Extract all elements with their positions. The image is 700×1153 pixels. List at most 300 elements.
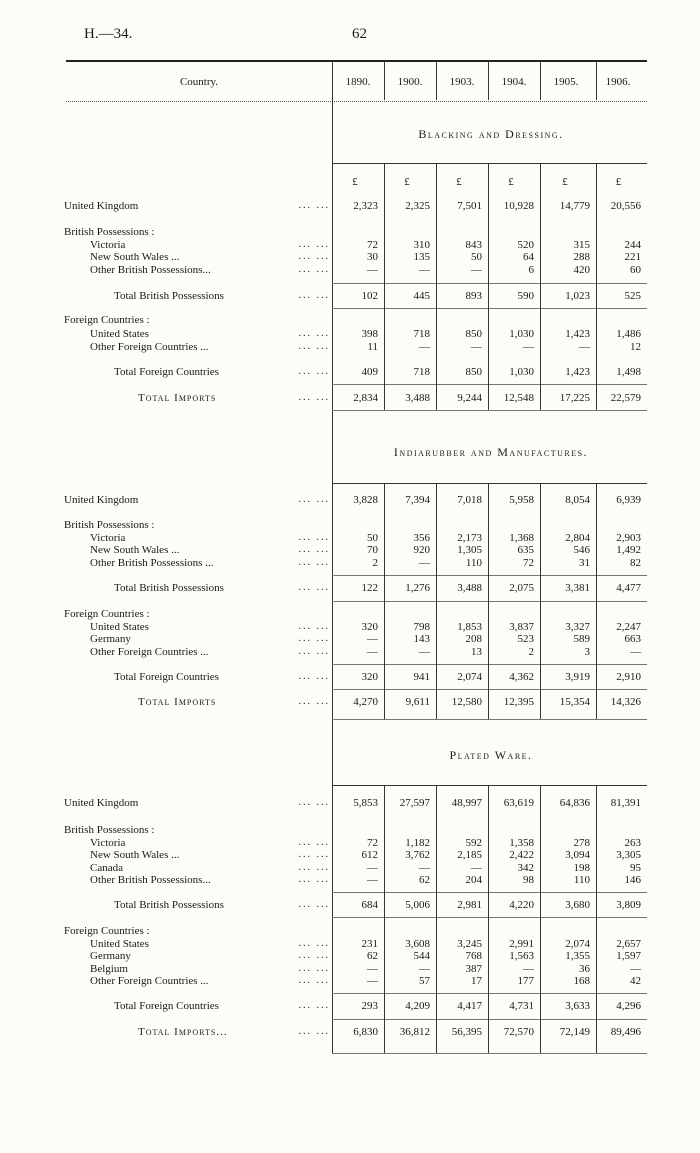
- table-row: [0, 494, 700, 509]
- cell-value: 263: [624, 837, 641, 849]
- cell-value: 3,837: [509, 621, 534, 633]
- row-label: United States: [90, 621, 149, 633]
- row-label: Total Imports: [138, 696, 217, 708]
- cell-value: 278: [573, 837, 590, 849]
- row-label: Total Imports: [138, 392, 217, 404]
- cell-value: 684: [361, 899, 378, 911]
- cell-value: —: [471, 264, 482, 276]
- page-reference: H.—34.: [84, 26, 133, 42]
- cell-value: 4,477: [616, 582, 641, 594]
- cell-value: 544: [413, 950, 430, 962]
- row-label: Total British Possessions: [114, 582, 224, 594]
- cell-value: 177: [517, 975, 534, 987]
- cell-value: 3,680: [565, 899, 590, 911]
- cell-value: 1,355: [565, 950, 590, 962]
- cell-value: 143: [413, 633, 430, 645]
- currency-symbol: £: [562, 176, 568, 188]
- cell-value: 56,395: [451, 1026, 482, 1038]
- table-rule: [332, 1019, 647, 1020]
- cell-value: 12,580: [451, 696, 482, 708]
- cell-value: 231: [361, 938, 378, 950]
- page-number: 62: [352, 26, 367, 42]
- cell-value: 7,018: [457, 494, 482, 506]
- cell-value: 8,054: [565, 494, 590, 506]
- year-header: 1905.: [553, 76, 579, 88]
- cell-value: 48,997: [451, 797, 482, 809]
- currency-row: [0, 176, 700, 191]
- cell-value: 72: [367, 239, 378, 251]
- cell-value: 14,326: [610, 696, 641, 708]
- cell-value: 420: [573, 264, 590, 276]
- row-label: Other British Possessions...: [90, 874, 211, 886]
- row-label: Victoria: [90, 837, 126, 849]
- cell-value: 244: [624, 239, 641, 251]
- cell-value: 2,325: [405, 200, 430, 212]
- table-rule: [332, 689, 647, 690]
- cell-value: 198: [573, 862, 590, 874]
- table-rule: [332, 917, 647, 918]
- cell-value: 6: [528, 264, 534, 276]
- cell-value: 89,496: [610, 1026, 641, 1038]
- row-label: Total Imports...: [138, 1026, 228, 1038]
- leader-dots: ... ...: [298, 582, 330, 593]
- cell-value: 7,394: [405, 494, 430, 506]
- cell-value: 110: [573, 874, 590, 886]
- cell-value: 3,381: [565, 582, 590, 594]
- cell-value: —: [419, 341, 430, 353]
- cell-value: 22,579: [610, 392, 641, 404]
- cell-value: 72,149: [559, 1026, 590, 1038]
- table-row: [0, 290, 700, 305]
- leader-dots: ... ...: [298, 938, 330, 949]
- row-label: Other Foreign Countries ...: [90, 341, 209, 353]
- leader-dots: ... ...: [298, 328, 330, 339]
- column-divider: [384, 62, 385, 100]
- cell-value: 102: [361, 290, 378, 302]
- cell-value: 72,570: [503, 1026, 534, 1038]
- cell-value: 9,244: [457, 392, 482, 404]
- row-label: Foreign Countries :: [64, 608, 150, 620]
- cell-value: 14,779: [559, 200, 590, 212]
- table-row: [0, 366, 700, 381]
- cell-value: —: [367, 862, 378, 874]
- cell-value: 1,597: [616, 950, 641, 962]
- leader-dots: ... ...: [298, 392, 330, 403]
- cell-value: 204: [465, 874, 482, 886]
- cell-value: 523: [517, 633, 534, 645]
- leader-dots: ... ...: [298, 975, 330, 986]
- row-label: Total British Possessions: [114, 899, 224, 911]
- leader-dots: ... ...: [298, 341, 330, 352]
- cell-value: 2,074: [565, 938, 590, 950]
- cell-value: 387: [465, 963, 482, 975]
- cell-value: 72: [523, 557, 534, 569]
- leader-dots: ... ...: [298, 532, 330, 543]
- cell-value: 2,185: [457, 849, 482, 861]
- table-row: [0, 314, 700, 329]
- cell-value: 2,074: [457, 671, 482, 683]
- cell-value: —: [419, 963, 430, 975]
- cell-value: 356: [413, 532, 430, 544]
- cell-value: 64,836: [559, 797, 590, 809]
- cell-value: 1,276: [405, 582, 430, 594]
- leader-dots: ... ...: [298, 290, 330, 301]
- cell-value: 2,834: [353, 392, 378, 404]
- table-rule: [332, 283, 647, 284]
- cell-value: 409: [361, 366, 378, 378]
- row-label: Victoria: [90, 239, 126, 251]
- row-label: Total British Possessions: [114, 290, 224, 302]
- cell-value: 1,423: [565, 366, 590, 378]
- cell-value: 2,323: [353, 200, 378, 212]
- cell-value: 718: [413, 328, 430, 340]
- cell-value: 12: [630, 341, 641, 353]
- leader-dots: ... ...: [298, 646, 330, 657]
- cell-value: 520: [517, 239, 534, 251]
- cell-value: 3,488: [457, 582, 482, 594]
- table-row: [0, 582, 700, 597]
- cell-value: —: [419, 646, 430, 658]
- row-label: United Kingdom: [64, 797, 139, 809]
- leader-dots: ... ...: [298, 200, 330, 211]
- cell-value: 3,327: [565, 621, 590, 633]
- cell-value: 893: [465, 290, 482, 302]
- table-rule: [332, 308, 647, 309]
- table-rule: [332, 575, 647, 576]
- cell-value: 663: [624, 633, 641, 645]
- column-header: [66, 64, 647, 100]
- cell-value: 310: [413, 239, 430, 251]
- row-label: Foreign Countries :: [64, 925, 150, 937]
- cell-value: 2,422: [509, 849, 534, 861]
- cell-value: 850: [465, 366, 482, 378]
- cell-value: 10,928: [503, 200, 534, 212]
- cell-value: 135: [413, 251, 430, 263]
- leader-dots: ... ...: [298, 366, 330, 377]
- cell-value: 1,853: [457, 621, 482, 633]
- table-rule: [332, 1053, 647, 1054]
- cell-value: 342: [517, 862, 534, 874]
- cell-value: 445: [413, 290, 430, 302]
- cell-value: 2,910: [616, 671, 641, 683]
- cell-value: 12,395: [503, 696, 534, 708]
- cell-value: 6,830: [353, 1026, 378, 1038]
- leader-dots: ... ...: [298, 494, 330, 505]
- row-label: United Kingdom: [64, 494, 139, 506]
- cell-value: 5,958: [509, 494, 534, 506]
- cell-value: 920: [413, 544, 430, 556]
- cell-value: 98: [523, 874, 534, 886]
- cell-value: 4,731: [509, 1000, 534, 1012]
- cell-value: 82: [630, 557, 641, 569]
- table-rule: [332, 993, 647, 994]
- row-label: New South Wales ...: [90, 251, 180, 263]
- cell-value: 2: [372, 557, 378, 569]
- cell-value: —: [579, 341, 590, 353]
- table-row: [0, 557, 700, 572]
- currency-symbol: £: [352, 176, 358, 188]
- cell-value: 2,657: [616, 938, 641, 950]
- row-label: Canada: [90, 862, 123, 874]
- cell-value: 2,804: [565, 532, 590, 544]
- leader-dots: ... ...: [298, 557, 330, 568]
- leader-dots: ... ...: [298, 264, 330, 275]
- table-row: [0, 341, 700, 356]
- cell-value: 3,608: [405, 938, 430, 950]
- cell-value: 30: [367, 251, 378, 263]
- cell-value: —: [367, 963, 378, 975]
- leader-dots: ... ...: [298, 837, 330, 848]
- cell-value: 60: [630, 264, 641, 276]
- leader-dots: ... ...: [298, 797, 330, 808]
- cell-value: 1,305: [457, 544, 482, 556]
- table-rule: [332, 384, 647, 385]
- cell-value: —: [367, 975, 378, 987]
- cell-value: 798: [413, 621, 430, 633]
- cell-value: 15,354: [559, 696, 590, 708]
- cell-value: 36: [579, 963, 590, 975]
- cell-value: 4,296: [616, 1000, 641, 1012]
- cell-value: 3,305: [616, 849, 641, 861]
- cell-value: 1,486: [616, 328, 641, 340]
- cell-value: 3,828: [353, 494, 378, 506]
- table-rule: [332, 785, 647, 786]
- column-divider: [436, 62, 437, 100]
- cell-value: 208: [465, 633, 482, 645]
- cell-value: 13: [471, 646, 482, 658]
- cell-value: 288: [573, 251, 590, 263]
- leader-dots: ... ...: [298, 899, 330, 910]
- cell-value: 4,220: [509, 899, 534, 911]
- cell-value: 146: [624, 874, 641, 886]
- cell-value: 2: [528, 646, 534, 658]
- cell-value: 4,417: [457, 1000, 482, 1012]
- row-label: Other Foreign Countries ...: [90, 646, 209, 658]
- cell-value: 72: [367, 837, 378, 849]
- row-label: Belgium: [90, 963, 128, 975]
- table-row: [0, 899, 700, 914]
- cell-value: 546: [573, 544, 590, 556]
- currency-symbol: £: [456, 176, 462, 188]
- row-label: Foreign Countries :: [64, 314, 150, 326]
- table-rule: [332, 719, 647, 720]
- row-label: Total Foreign Countries: [114, 671, 219, 683]
- row-label: United Kingdom: [64, 200, 139, 212]
- table-row: [0, 646, 700, 661]
- cell-value: 1,492: [616, 544, 641, 556]
- cell-value: 57: [419, 975, 430, 987]
- currency-symbol: £: [508, 176, 514, 188]
- leader-dots: ... ...: [298, 239, 330, 250]
- cell-value: —: [630, 963, 641, 975]
- table-row: [0, 797, 700, 812]
- cell-value: —: [630, 646, 641, 658]
- section-title: Blacking and Dressing.: [418, 127, 564, 141]
- cell-value: 2,991: [509, 938, 534, 950]
- cell-value: 1,030: [509, 328, 534, 340]
- table-row: [0, 671, 700, 686]
- row-label: Germany: [90, 950, 131, 962]
- cell-value: 320: [361, 621, 378, 633]
- cell-value: —: [419, 557, 430, 569]
- row-label: Other British Possessions ...: [90, 557, 214, 569]
- cell-value: 612: [361, 849, 378, 861]
- currency-symbol: £: [615, 176, 622, 188]
- table-row: [0, 696, 700, 711]
- table-rule: [332, 664, 647, 665]
- row-label: Total Foreign Countries: [114, 1000, 219, 1012]
- cell-value: 3,245: [457, 938, 482, 950]
- table-rule: [332, 483, 647, 484]
- cell-value: —: [471, 862, 482, 874]
- leader-dots: ... ...: [298, 1026, 330, 1037]
- cell-value: —: [523, 963, 534, 975]
- row-label: British Possessions :: [64, 824, 155, 836]
- cell-value: 1,368: [509, 532, 534, 544]
- year-header: 1900.: [397, 76, 423, 88]
- cell-value: 1,423: [565, 328, 590, 340]
- cell-value: 221: [624, 251, 641, 263]
- row-label: New South Wales ...: [90, 849, 180, 861]
- cell-value: 768: [465, 950, 482, 962]
- year-header: 1903.: [449, 76, 475, 88]
- cell-value: 31: [579, 557, 590, 569]
- country-header: Country.: [179, 76, 219, 88]
- cell-value: 3,762: [405, 849, 430, 861]
- leader-dots: ... ...: [298, 1000, 330, 1011]
- cell-value: 17,225: [559, 392, 590, 404]
- column-divider: [596, 62, 597, 100]
- cell-value: 1,563: [509, 950, 534, 962]
- cell-value: —: [471, 341, 482, 353]
- cell-value: 50: [471, 251, 482, 263]
- cell-value: 5,006: [405, 899, 430, 911]
- cell-value: 843: [465, 239, 482, 251]
- section-title: Indiarubber and Manufactures.: [393, 445, 589, 459]
- cell-value: 1,182: [405, 837, 430, 849]
- top-rule: [66, 60, 647, 62]
- cell-value: 320: [361, 671, 378, 683]
- cell-value: 36,812: [399, 1026, 430, 1038]
- cell-value: 3,809: [616, 899, 641, 911]
- cell-value: 3,094: [565, 849, 590, 861]
- cell-value: 4,209: [405, 1000, 430, 1012]
- cell-value: 64: [523, 251, 534, 263]
- leader-dots: ... ...: [298, 963, 330, 974]
- column-divider: [540, 62, 541, 100]
- row-label: Other Foreign Countries ...: [90, 975, 209, 987]
- cell-value: 2,903: [616, 532, 641, 544]
- cell-value: 9,611: [405, 696, 430, 708]
- table-row: [0, 1000, 700, 1015]
- cell-value: 1,498: [616, 366, 641, 378]
- cell-value: 2,075: [509, 582, 534, 594]
- table-rule: [332, 410, 647, 411]
- table-row: [0, 1026, 700, 1041]
- cell-value: 2,173: [457, 532, 482, 544]
- cell-value: —: [523, 341, 534, 353]
- cell-value: 12,548: [503, 392, 534, 404]
- cell-value: 3,919: [565, 671, 590, 683]
- cell-value: 4,362: [509, 671, 534, 683]
- cell-value: 589: [573, 633, 590, 645]
- cell-value: 1,023: [565, 290, 590, 302]
- cell-value: 70: [367, 544, 378, 556]
- cell-value: —: [367, 633, 378, 645]
- row-label: Total Foreign Countries: [114, 366, 219, 378]
- row-label: Victoria: [90, 532, 126, 544]
- cell-value: 635: [517, 544, 534, 556]
- cell-value: 5,853: [353, 797, 378, 809]
- cell-value: 398: [361, 328, 378, 340]
- cell-value: —: [367, 264, 378, 276]
- cell-value: 81,391: [610, 797, 641, 809]
- leader-dots: ... ...: [298, 874, 330, 885]
- cell-value: 293: [361, 1000, 378, 1012]
- table-row: [0, 874, 700, 889]
- year-header: 1904.: [501, 76, 527, 88]
- cell-value: 168: [573, 975, 590, 987]
- cell-value: 1,030: [509, 366, 534, 378]
- cell-value: 3,488: [405, 392, 430, 404]
- cell-value: 4,270: [353, 696, 378, 708]
- leader-dots: ... ...: [298, 696, 330, 707]
- cell-value: 50: [367, 532, 378, 544]
- cell-value: 2,247: [616, 621, 641, 633]
- leader-dots: ... ...: [298, 862, 330, 873]
- row-label: Germany: [90, 633, 131, 645]
- cell-value: 95: [630, 862, 641, 874]
- cell-value: —: [367, 874, 378, 886]
- table-row: [0, 392, 700, 407]
- leader-dots: ... ...: [298, 950, 330, 961]
- row-label: British Possessions :: [64, 226, 155, 238]
- table-row: [0, 264, 700, 279]
- leader-dots: ... ...: [298, 621, 330, 632]
- cell-value: 122: [361, 582, 378, 594]
- header-rule: [66, 101, 647, 102]
- year-header: 1890.: [345, 76, 371, 88]
- cell-value: 11: [367, 341, 378, 353]
- currency-symbol: £: [404, 176, 410, 188]
- table-rule: [332, 892, 647, 893]
- cell-value: 62: [367, 950, 378, 962]
- cell-value: 850: [465, 328, 482, 340]
- cell-value: —: [419, 264, 430, 276]
- cell-value: —: [419, 862, 430, 874]
- row-label: United States: [90, 938, 149, 950]
- leader-dots: ... ...: [298, 633, 330, 644]
- cell-value: 20,556: [610, 200, 641, 212]
- leader-dots: ... ...: [298, 671, 330, 682]
- cell-value: 1,358: [509, 837, 534, 849]
- table-rule: [332, 601, 647, 602]
- cell-value: 315: [573, 239, 590, 251]
- cell-value: —: [367, 646, 378, 658]
- row-label: British Possessions :: [64, 519, 155, 531]
- leader-dots: ... ...: [298, 849, 330, 860]
- cell-value: 27,597: [399, 797, 430, 809]
- cell-value: 592: [465, 837, 482, 849]
- cell-value: 6,939: [616, 494, 641, 506]
- cell-value: 7,501: [457, 200, 482, 212]
- cell-value: 110: [465, 557, 482, 569]
- cell-value: 3: [584, 646, 590, 658]
- year-header: 1906.: [605, 76, 631, 88]
- table-rule: [332, 163, 647, 164]
- cell-value: 525: [624, 290, 641, 302]
- leader-dots: ... ...: [298, 251, 330, 262]
